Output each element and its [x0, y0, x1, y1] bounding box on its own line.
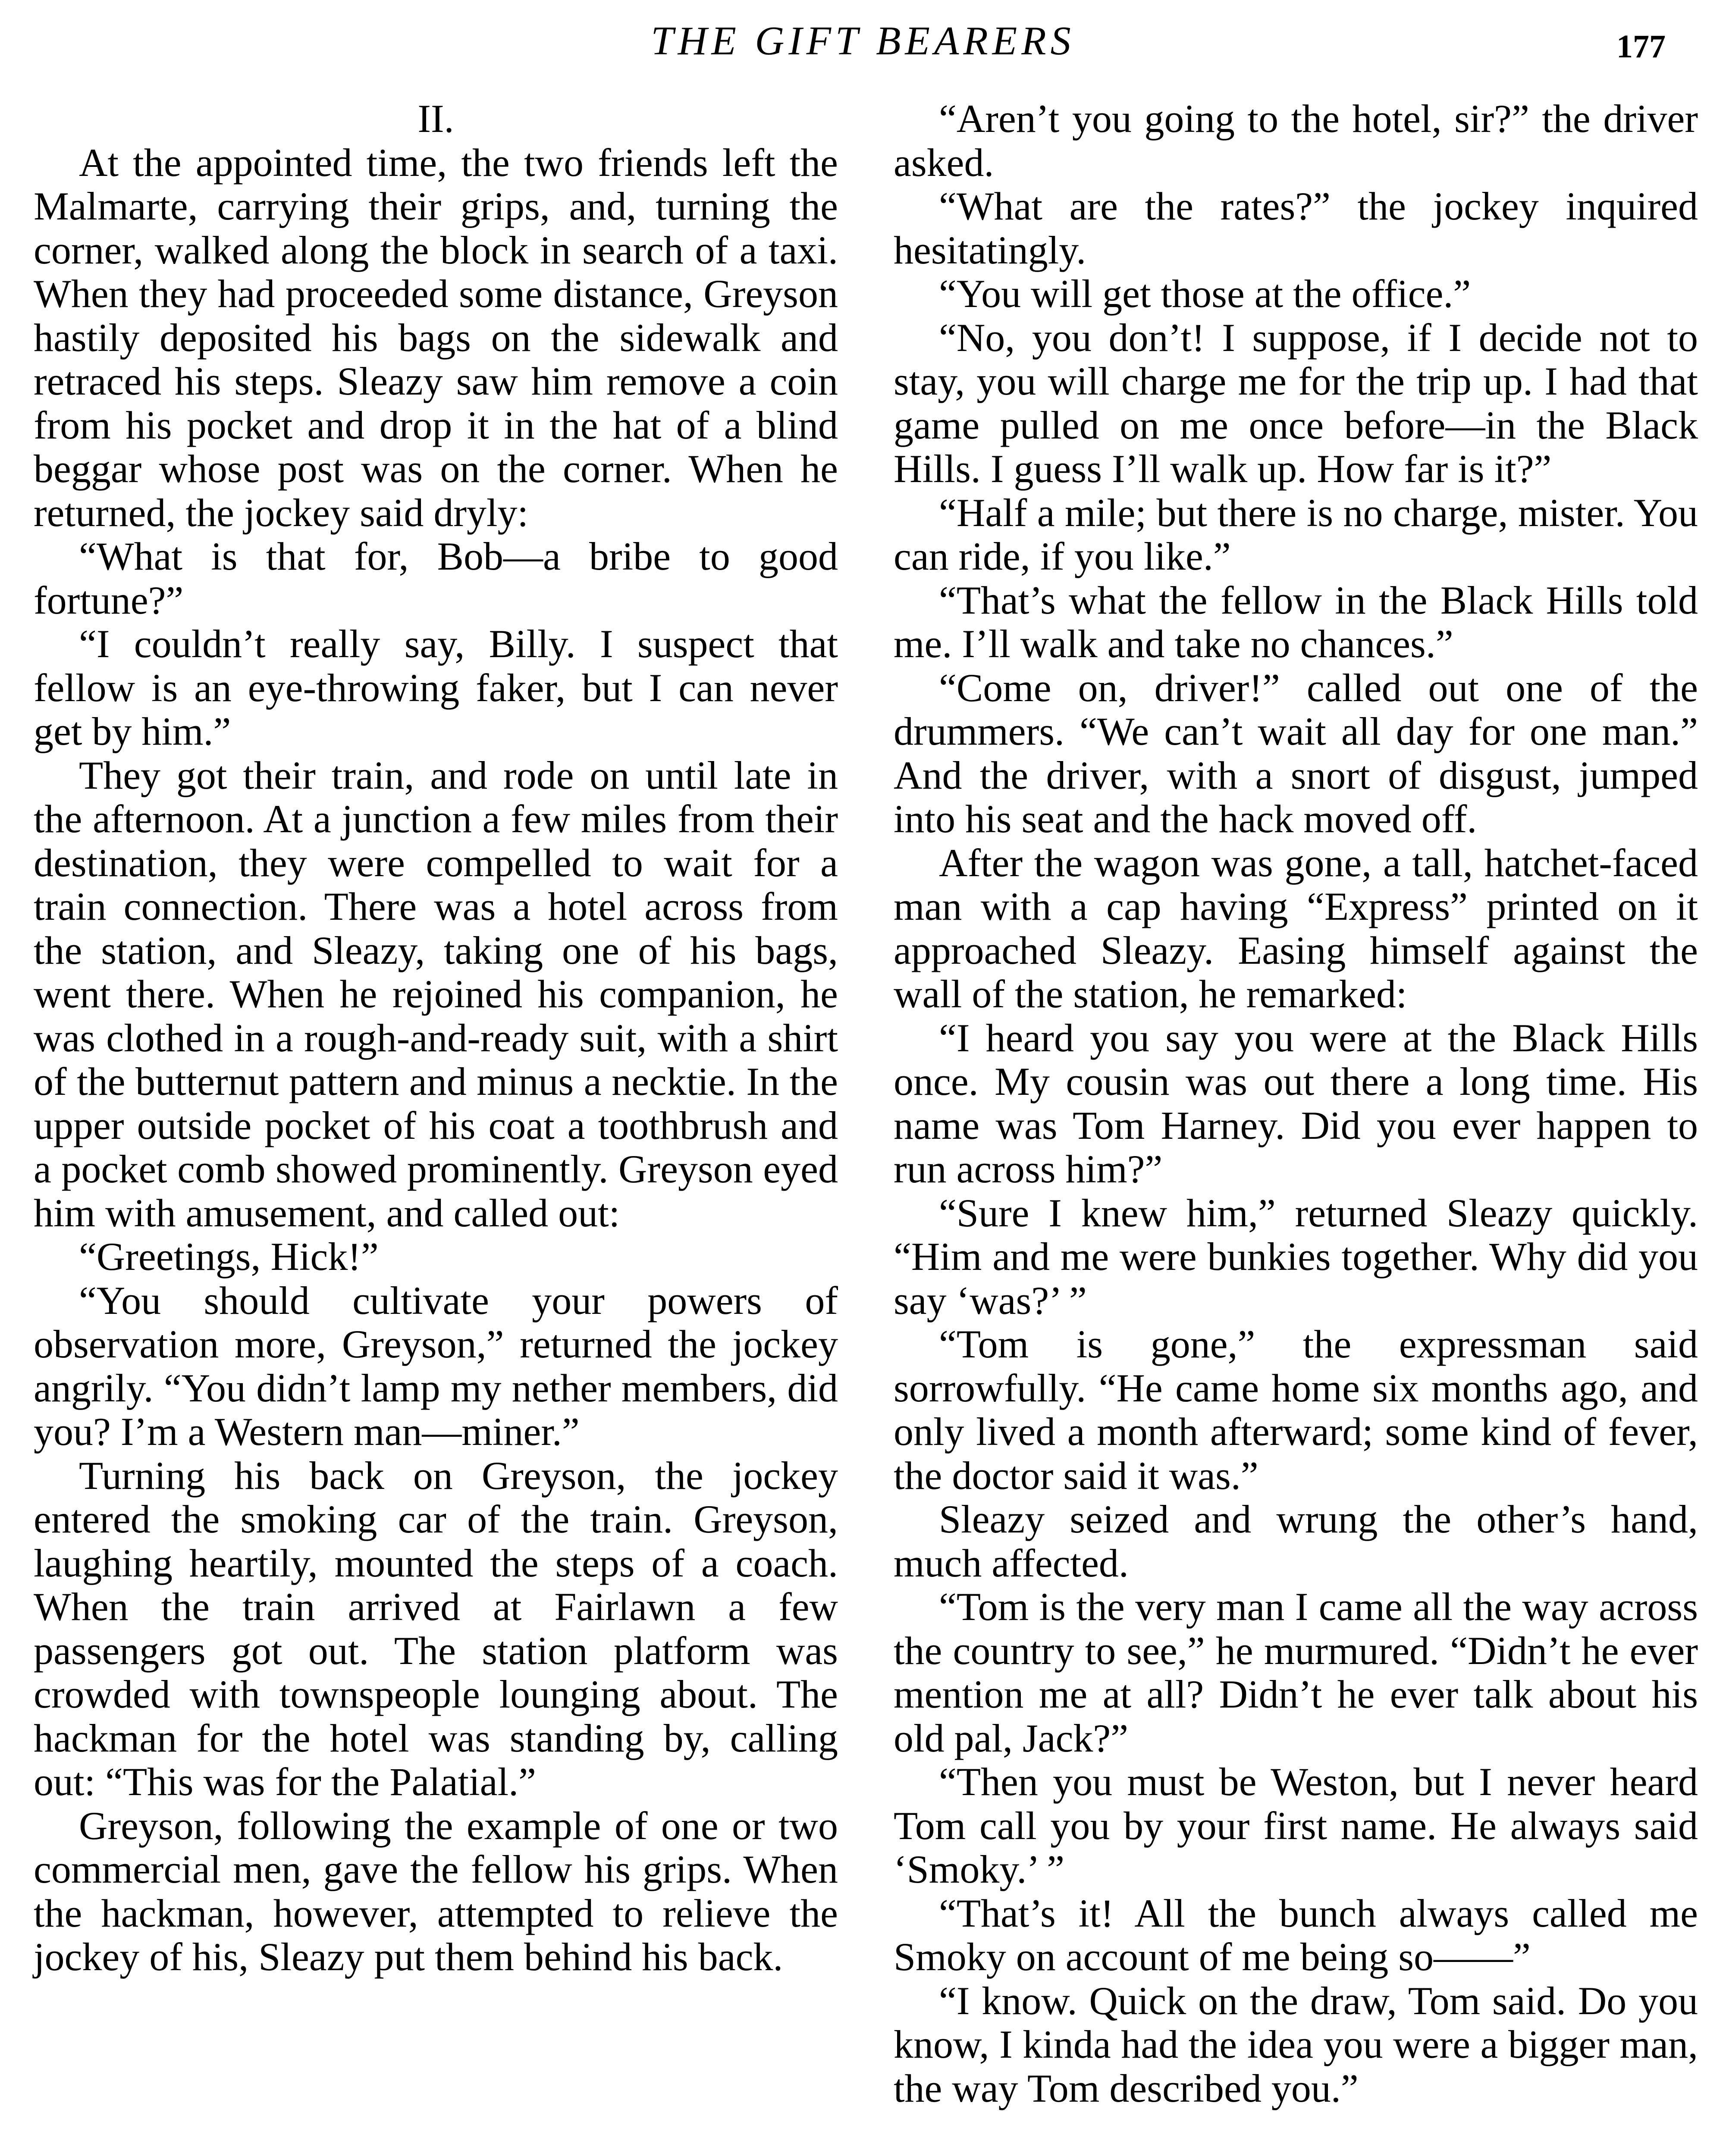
paragraph: “That’s it! All the bunch always called me Smoky on account of me being so——”: [894, 1891, 1698, 1979]
paragraph: Sleazy seized and wrung the other’s hand, much affected.: [894, 1497, 1698, 1585]
paragraph: “I know. Quick on the draw, Tom said. Do you know, I kinda had the idea you were a bigger man, the way Tom described you.”: [894, 1978, 1698, 2110]
paragraph: “Half a mile; but there is no charge, mister. You can ride, if you like.”: [894, 490, 1698, 578]
paragraph: “What are the rates?” the jockey inquired hesitatingly.: [894, 184, 1698, 272]
paragraph: At the appointed time, the two friends left the Malmarte, carrying their grips, and, turning the corner, walked along the block in search of a taxi. When they had proceeded some distance, Greyson hastily deposited his bags on the sidewalk and retraced his steps. Sleazy saw him remove a coin from his pocket and drop it in the hat of a blind beggar whose post was on the corner. When he returned, the jockey said dryly:: [34, 140, 838, 535]
paragraph: “You will get those at the office.”: [939, 272, 1471, 316]
paragraph: “What is that for, Bob—a bribe to good fortune?”: [34, 534, 838, 622]
paragraph: After the wagon was gone, a tall, hatchet-faced man with a cap having “Express” printed on it approached Sleazy. Easing himself against the wall of the station, he remarked:: [894, 840, 1698, 1016]
paragraph: Turning his back on Greyson, the jockey entered the smoking car of the train. Greyson, laughing heartily, mounted the steps of a coach. When the train arrived at Fairlawn a few passengers got out. The station platform was crowded with townspeople lounging about. The hackman for the hotel was standing by, calling out: “This was for the Palatial.”: [34, 1453, 838, 1804]
paragraph: Greyson, following the example of one or two commercial men, gave the fellow his grips. When the hackman, however, attempted to relieve the jockey of his, Sleazy put them behind his back.: [34, 1803, 838, 1979]
paragraph: “Then you must be Weston, but I never heard Tom call you by your first name. He always said ‘Smoky.’ ”: [894, 1760, 1698, 1891]
paragraph: “Come on, driver!” called out one of the drummers. “We can’t wait all day for one man.” And the driver, with a snort of disgust, jumped into his seat and the hack moved off.: [894, 665, 1698, 841]
left-text-column: [34, 97, 838, 1979]
paragraph: “I heard you say you were at the Black Hills once. My cousin was out there a long time. His name was Tom Harney. Did you ever happen to run across him?”: [894, 1015, 1698, 1191]
paragraph: “I couldn’t really say, Billy. I suspect that fellow is an eye-throwing faker, but I can never get by him.”: [34, 622, 838, 753]
paragraph: “You should cultivate your powers of observation more, Greyson,” returned the jockey angrily. “You didn’t lamp my nether members, did you? I’m a Western man—miner.”: [34, 1278, 838, 1454]
running-header-title: THE GIFT BEARERS: [651, 19, 1075, 63]
section-heading: II.: [417, 97, 454, 141]
paragraph: “Tom is gone,” the expressman said sorrowfully. “He came home six months ago, and only lived a month afterward; some kind of fever, the doctor said it was.”: [894, 1322, 1698, 1498]
page-number: 177: [1616, 28, 1666, 65]
paragraph: “Aren’t you going to the hotel, sir?” the driver asked.: [894, 97, 1698, 185]
paragraph: “That’s what the fellow in the Black Hills told me. I’ll walk and take no chances.”: [894, 578, 1698, 666]
paragraph: They got their train, and rode on until late in the afternoon. At a junction a few miles from their destination, they were compelled to wait for a train connection. There was a hotel across from the station, and Sleazy, taking one of his bags, went there. When he rejoined his companion, he was clothed in a rough-and-ready suit, with a shirt of the butternut pattern and minus a necktie. In the upper outside pocket of his coat a toothbrush and a pocket comb showed prominently. Greyson eyed him with amusement, and called out:: [34, 753, 838, 1235]
right-text-column: [894, 97, 1698, 2110]
paragraph: “Tom is the very man I came all the way across the country to see,” he murmured. “Didn’t he ever mention me at all? Didn’t he ever talk about his old pal, Jack?”: [894, 1585, 1698, 1760]
paragraph: “Greetings, Hick!”: [79, 1235, 379, 1279]
paragraph: “No, you don’t! I suppose, if I decide not to stay, you will charge me for the trip up. I had that game pulled on me once before—in the Black Hills. I guess I’ll walk up. How far is it?”: [894, 315, 1698, 491]
paragraph: “Sure I knew him,” returned Sleazy quickly. “Him and me were bunkies together. Why did you say ‘was?’ ”: [894, 1191, 1698, 1322]
